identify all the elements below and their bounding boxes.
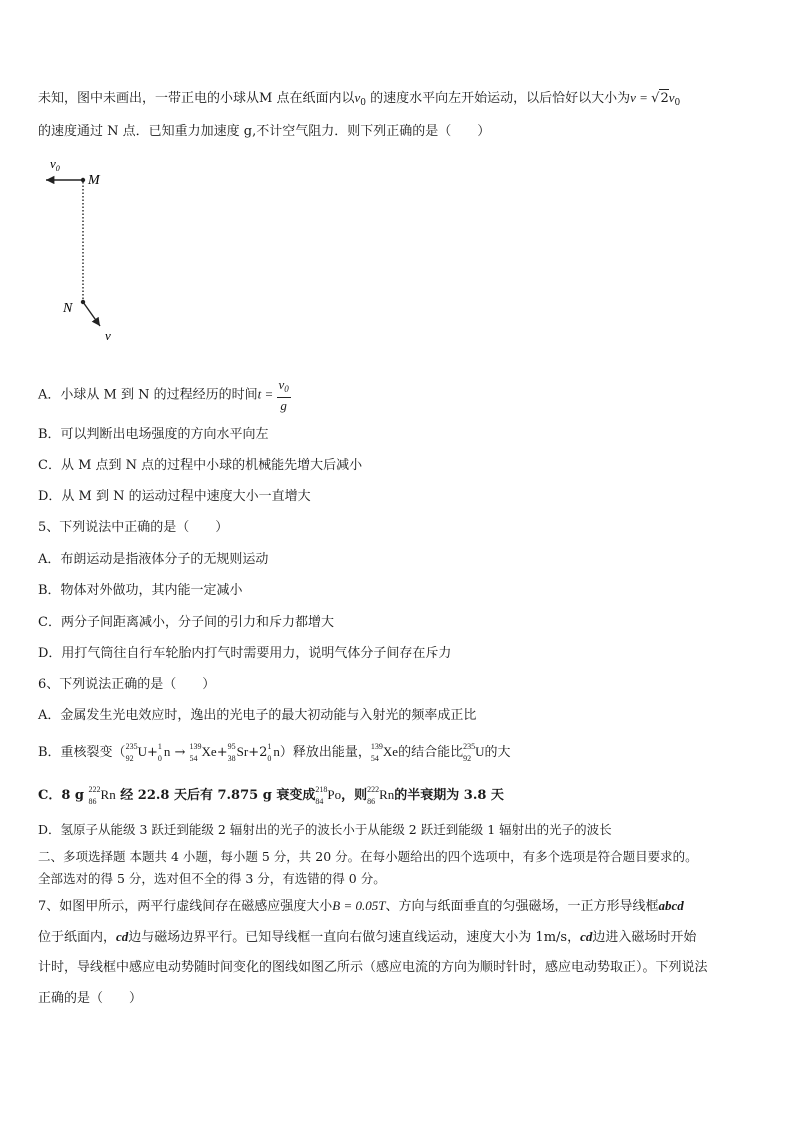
- q7-line3: 计时，导线框中感应电动势随时间变化的图线如图乙所示（感应电流的方向为顺时针时，感应电动势取正）。下列说法: [38, 960, 708, 975]
- nuclide-xe139: 139 54 Xe: [189, 742, 217, 763]
- q6-option-a: A．金属发生光电效应时，逸出的光电子的最大初动能与入射光的频率成正比: [38, 708, 477, 723]
- point-M: [81, 178, 85, 182]
- q5-option-a: A．布朗运动是指液体分子的无规则运动: [38, 552, 269, 567]
- sqrt-symbol: √: [651, 91, 660, 106]
- nuclide-po218: 218 84 Po: [315, 785, 342, 806]
- q5-option-b: B．物体对外做功，其内能一定减小: [38, 583, 243, 598]
- q6-option-c: C．8 g 222 86 Rn 经 22.8 天后有 7.875 g 衰变成 218 84 Po，则 222 86 Rn的半衰期为 3.8 天: [38, 785, 504, 806]
- fraction: $\frac{v_0}{g}$: [278, 377, 289, 413]
- q6-stem: 6、下列说法正确的是（ ）: [38, 677, 216, 692]
- q4-stem-line1: 未知，图中未画出，一带正电的小球从M 点在纸面内以$v_0$ 的速度水平向左开始运动，以后恰好以大小为$v = √2v_0$: [38, 90, 681, 108]
- nuclide-neutron: 1 0 n: [157, 742, 171, 763]
- q5-option-d: D．用打气筒往自行车轮胎内打气时需要用力，说明气体分子间存在斥力: [38, 646, 452, 661]
- q7-line4: 正确的是（ ）: [38, 991, 143, 1006]
- label-M: M: [88, 173, 100, 188]
- q5-stem: 5、下列说法中正确的是（ ）: [38, 520, 229, 535]
- nuclide-u235: 235 92 U: [125, 742, 147, 763]
- nuclide-rn222-b: 222 86 Rn: [367, 785, 395, 806]
- section2-line1: 二、多项选择题 本题共 4 小题，每小题 5 分，共 20 分。在每小题给出的四个选项中，有多个选项是符合题目要求的。: [38, 849, 698, 864]
- q5-option-c: C．两分子间距离减小，分子间的引力和斥力都增大: [38, 615, 334, 630]
- q4-stem-line2: 的速度通过 N 点．已知重力加速度 g,不计空气阻力．则下列正确的是（ ）: [38, 124, 491, 139]
- q4-option-a: A．小球从 M 到 N 的过程经历的时间t = $\frac{v_0}{g}$: [38, 377, 289, 413]
- v-label: v: [105, 328, 111, 343]
- q4-figure: [36, 150, 146, 350]
- nuclide-u235-b: 235 92 U: [463, 742, 485, 763]
- q4-option-d: D．从 M 到 N 的运动过程中速度大小一直增大: [38, 489, 311, 504]
- v-arrow: [83, 302, 100, 326]
- section2-line2: 全部选对的得 5 分，选对但不全的得 3 分，有选错的得 0 分。: [38, 871, 386, 886]
- q7-line1: 7、如图甲所示，两平行虚线间存在磁感应强度大小B = 0.05T、方向与纸面垂直的匀强磁场，一正方形导线框abcd: [38, 898, 684, 914]
- q4-option-b: B．可以判断出电场强度的方向水平向左: [38, 427, 269, 442]
- nuclide-xe139-b: 139 54 Xe: [370, 742, 399, 763]
- nuclide-rn222: 222 86 Rn: [88, 785, 116, 806]
- nuclide-neutron-2: 1 0 n: [267, 742, 280, 763]
- q7-line2: 位于纸面内，cd边与磁场边界平行。已知导线框一直向右做匀速直线运动，速度大小为 1m/s，cd边进入磁场时开始: [38, 929, 697, 945]
- label-N: N: [63, 301, 73, 316]
- v0-label: $v_0$: [50, 156, 60, 173]
- q4-option-c: C．从 M 点到 N 点的过程中小球的机械能先增大后减小: [38, 458, 363, 473]
- q6-option-d: D．氢原子从能级 3 跃迁到能级 2 辐射出的光子的波长小于从能级 2 跃迁到能级 1 辐射出的光子的波长: [38, 822, 612, 837]
- q6-option-b: B．重核裂变（ 235 92 U+ 1 0 n → 139 54 Xe+ 95 38 Sr+2 1 0 n）释放出能量， 139 54 Xe的结合能比 235 92 U的大: [38, 742, 511, 763]
- nuclide-sr95: 95 38 Sr: [227, 742, 249, 763]
